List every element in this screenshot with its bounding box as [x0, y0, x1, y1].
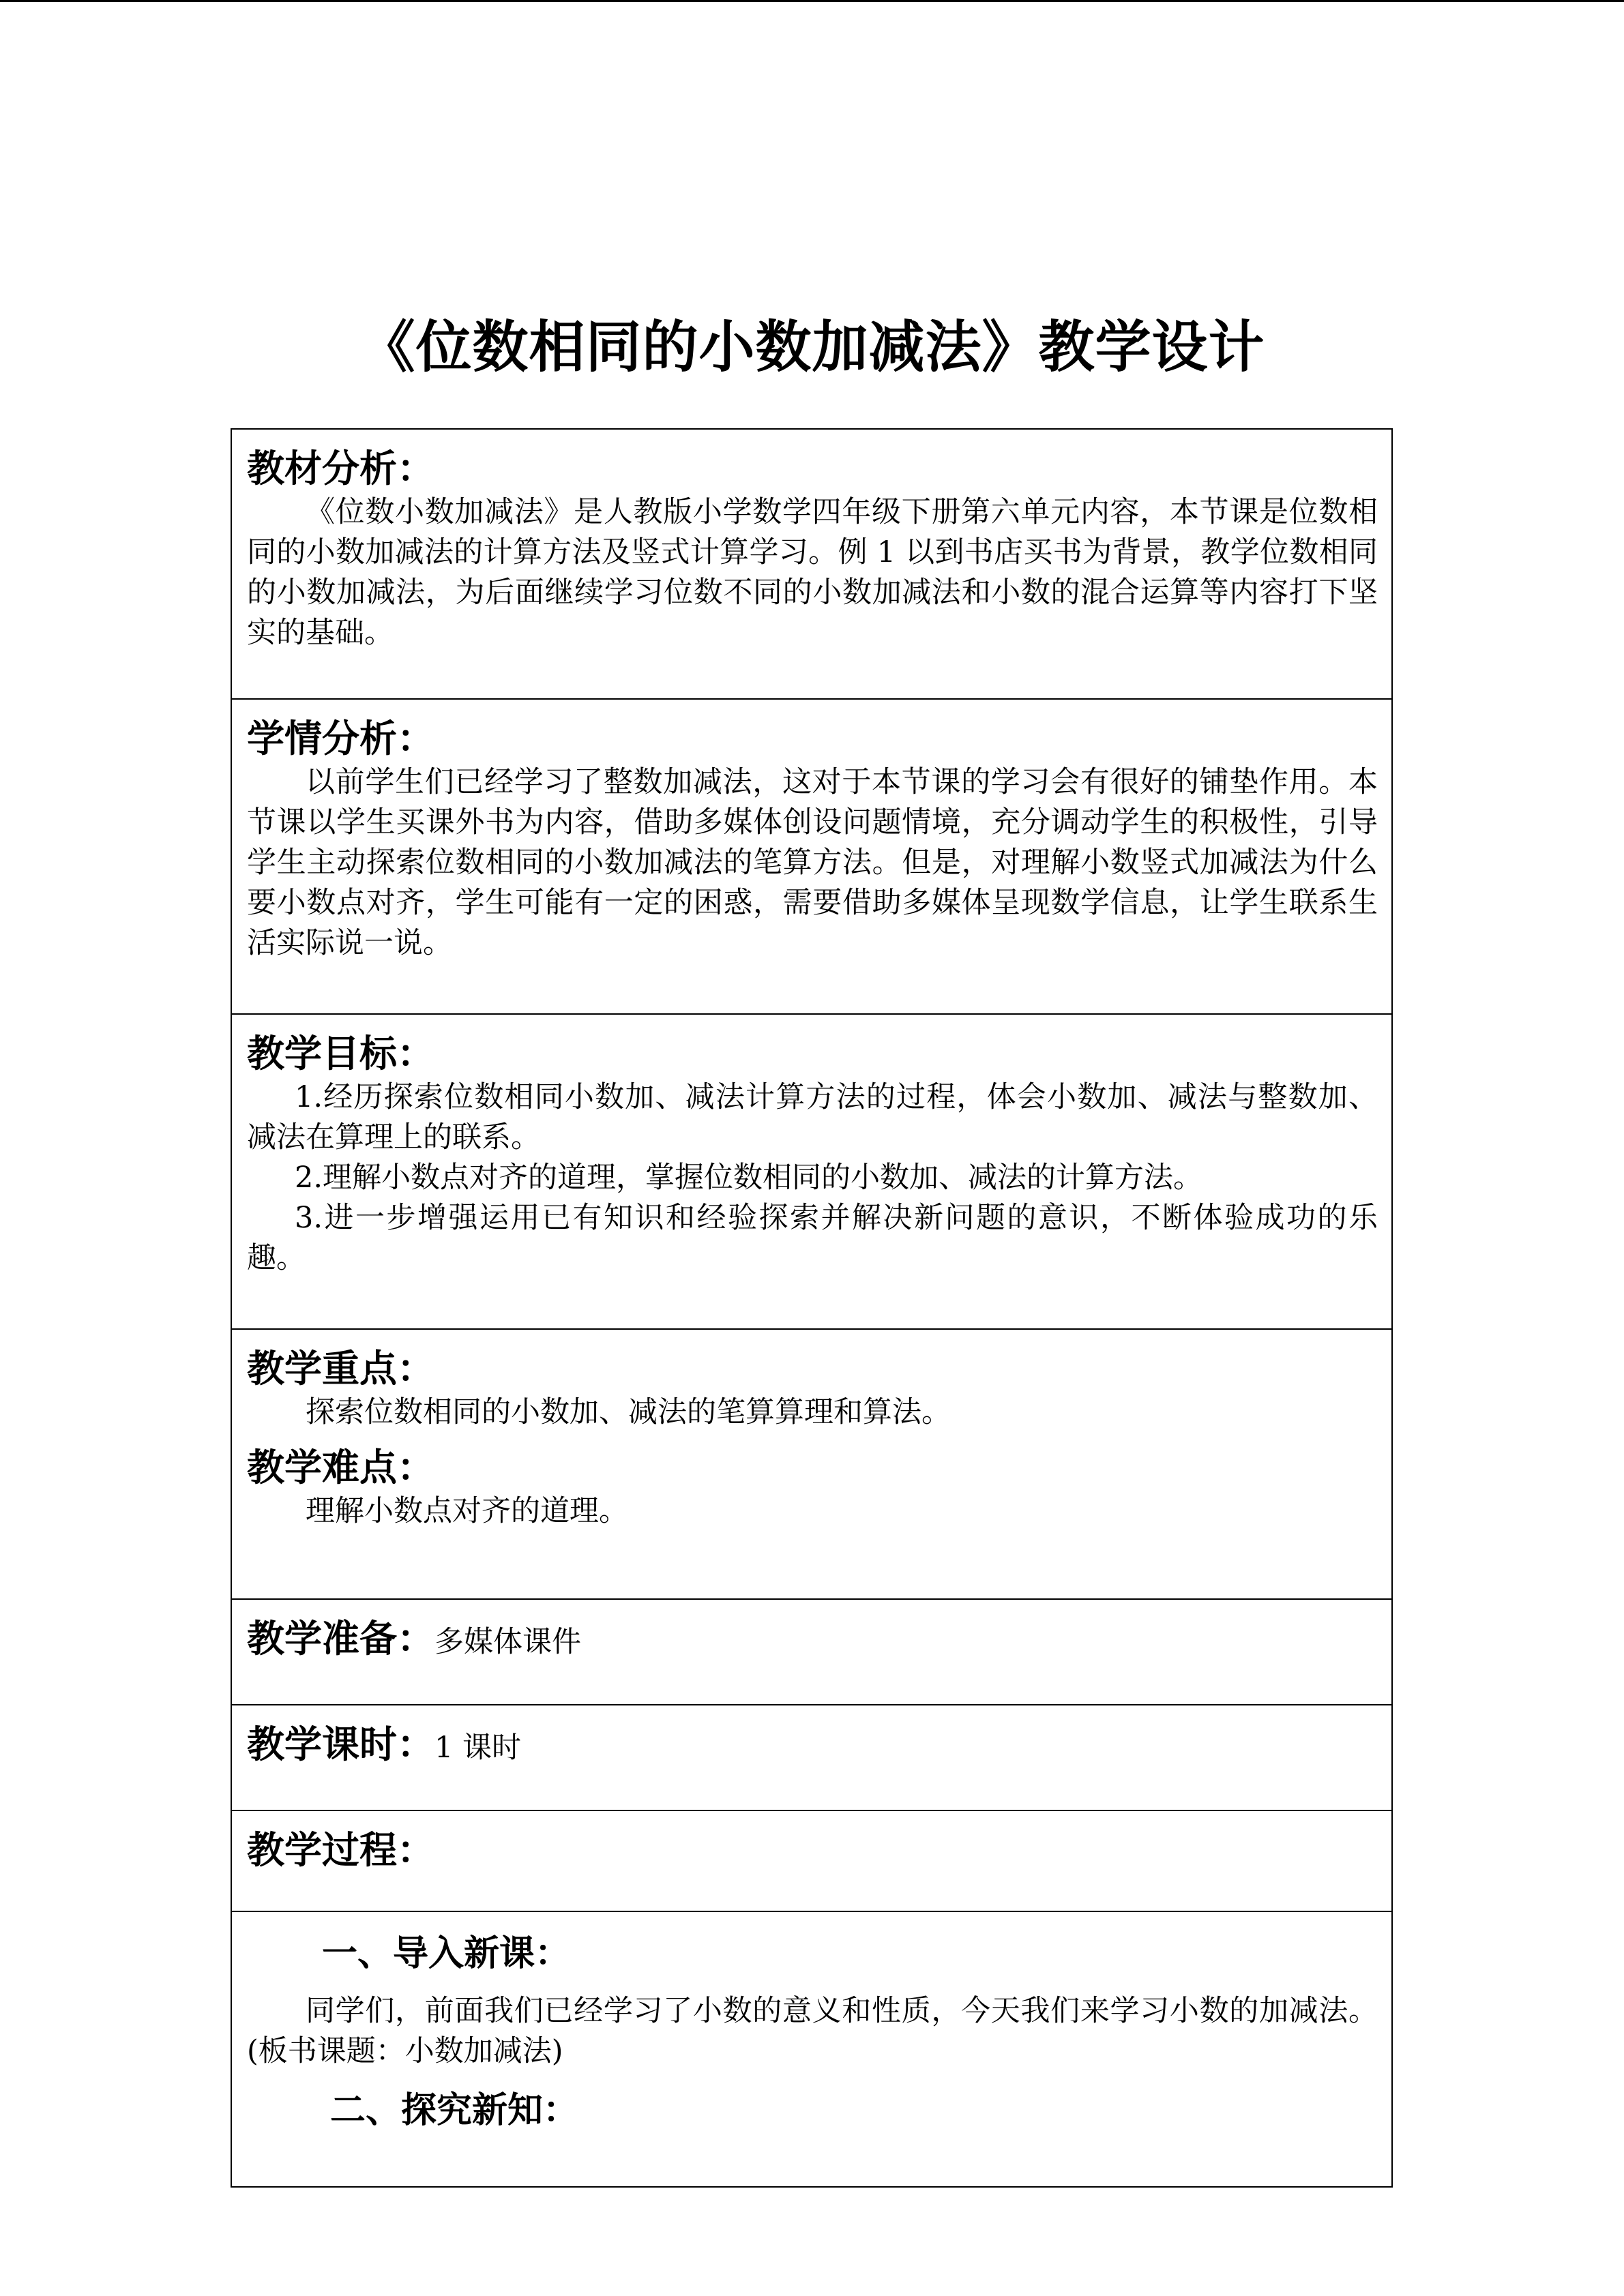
objective-item: 1.经历探索位数相同小数加、减法计算方法的过程，体会小数加、减法与整数加、减法在算理上的联系。 [247, 1080, 1378, 1154]
document-title: 《位数相同的小数加减法》教学设计 [359, 315, 1265, 380]
key-points-heading: 教学重点： [247, 1347, 435, 1390]
class-hours-value: 1 课时 [434, 1731, 522, 1765]
objective-item: 3.进一步增强运用已有知识和经验探索并解决新问题的意识，不断体验成功的乐趣。 [247, 1201, 1378, 1275]
steps-row [231, 1911, 1392, 2187]
explore-section-heading: 二、探究新知： [330, 2090, 579, 2131]
preparation-value: 多媒体课件 [434, 1625, 582, 1659]
student-analysis-heading: 学情分析： [247, 717, 435, 760]
objective-item: 2.理解小数点对齐的道理，掌握位数相同的小数加、减法的计算方法。 [295, 1161, 1203, 1195]
objectives-row [231, 1014, 1392, 1329]
class-hours-heading: 教学课时： [247, 1723, 435, 1766]
textbook-analysis-heading: 教材分析： [247, 447, 435, 490]
steps-cell [231, 1911, 1392, 2187]
objectives-heading: 教学目标： [247, 1032, 435, 1075]
textbook-analysis-cell [231, 429, 1392, 699]
preparation-row [231, 1599, 1392, 1705]
key-points-text: 探索位数相同的小数加、减法的笔算算理和算法。 [306, 1395, 951, 1429]
intro-section-heading: 一、导入新课： [322, 1933, 571, 1974]
intro-section-text: 同学们，前面我们已经学习了小数的意义和性质，今天我们来学习小数的加减法。(板书课题：小数加减法) [247, 1994, 1378, 2068]
student-analysis-row [231, 699, 1392, 1014]
difficulties-heading: 教学难点： [247, 1446, 435, 1489]
student-analysis-cell [231, 699, 1392, 1014]
process-row [231, 1810, 1392, 1911]
difficulties-text: 理解小数点对齐的道理。 [306, 1494, 628, 1528]
textbook-analysis-row [231, 429, 1392, 699]
key-points-cell [231, 1329, 1392, 1599]
class-hours-row [231, 1705, 1392, 1810]
student-analysis-text: 以前学生们已经学习了整数加减法，这对于本节课的学习会有很好的铺垫作用。本节课以学生买课外书为内容，借助多媒体创设问题情境，充分调动学生的积极性，引导学生主动探索位数相同的小数加减法的笔算方法。但是，对理解小数竖式加减法为什么要小数点对齐，学生可能有一定的困惑，需要借助多媒体呈现数学信息，让学生联系生活实际说一说。 [247, 765, 1378, 960]
preparation-line [247, 1615, 1378, 1666]
class-hours-cell [231, 1705, 1392, 1810]
textbook-analysis-text: 《位数小数加减法》是人教版小学数学四年级下册第六单元内容，本节课是位数相同的小数加减法的计算方法及竖式计算学习。例 1 以到书店买书为背景，教学位数相同的小数加减法，为后面继续学习位数不同的小数加减法和小数的混合运算等内容打下坚实的基础。 [247, 495, 1378, 650]
preparation-cell [231, 1599, 1392, 1705]
preparation-heading: 教学准备： [247, 1617, 435, 1660]
lesson-plan-table [231, 428, 1393, 2188]
class-hours-line [247, 1720, 1378, 1772]
process-heading: 教学过程： [247, 1828, 435, 1872]
objectives-cell [231, 1014, 1392, 1329]
process-cell [231, 1810, 1392, 1911]
page-top-rule [0, 0, 1624, 2]
key-points-row [231, 1329, 1392, 1599]
